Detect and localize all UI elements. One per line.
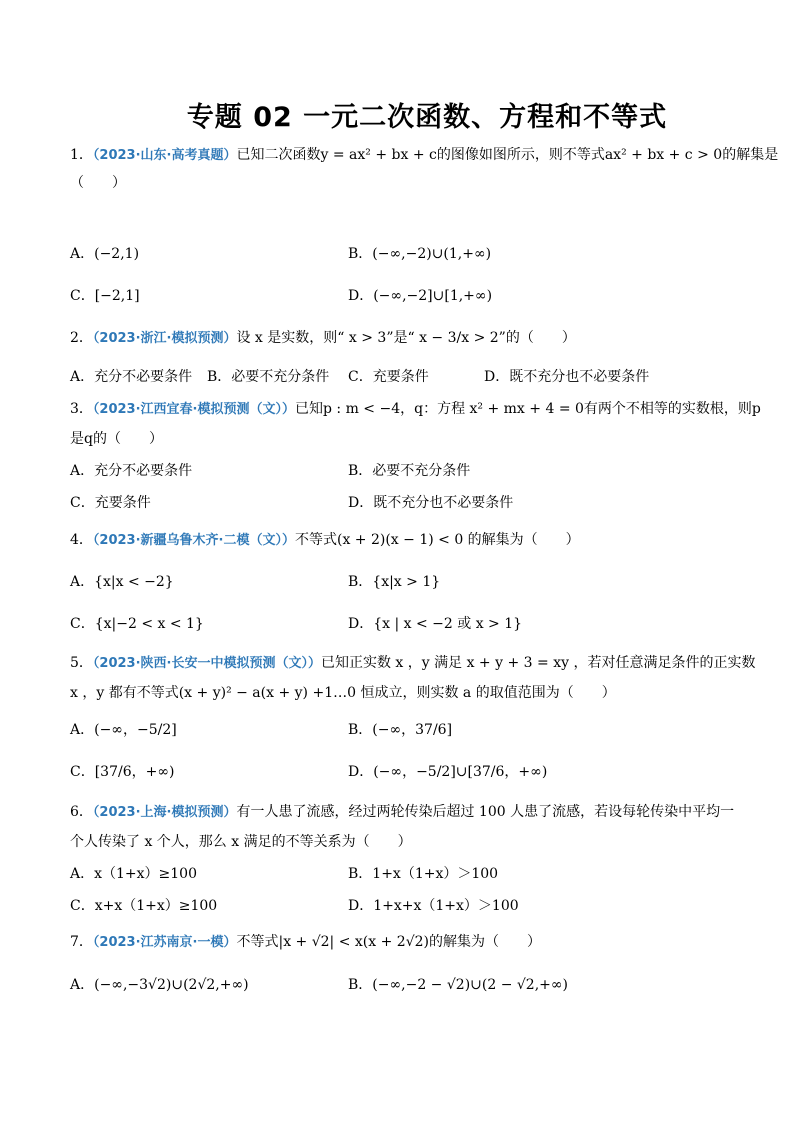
question-4-option-c: C．{x|−2 < x < 1} xyxy=(70,616,204,632)
question-3-option-b: B．必要不充分条件 xyxy=(348,463,471,479)
question-number: 3． xyxy=(70,401,93,417)
question-7-option-a: A．(−∞,−3√2)∪(2√2,+∞) xyxy=(70,977,249,993)
question-2-option-a: A．充分不必要条件 xyxy=(70,369,193,385)
question-source: （2023·山东·高考真题） xyxy=(92,148,237,163)
question-7-option-b: B．(−∞,−2 − √2)∪(2 − √2,+∞) xyxy=(348,977,569,993)
question-5-option-d: D．(−∞，−5/2]∪[37/6，+∞) xyxy=(348,764,548,780)
question-text: 已知正实数 x ，y 满足 x + y + 3 = xy ，若对任意满足条件的正实数 xyxy=(320,655,756,671)
question-6-option-c: C．x+x（1+x）≥100 xyxy=(70,898,218,914)
question-text: 有一人患了流感，经过两轮传染后超过 100 人患了流感，若设每轮传染中平均一 xyxy=(236,804,735,820)
question-number: 6． xyxy=(70,804,93,820)
question-3-option-d: D．既不充分也不必要条件 xyxy=(348,495,514,511)
question-7-stem xyxy=(70,932,541,953)
question-source: （2023·江苏南京·一模） xyxy=(92,935,237,950)
question-3-stem-cont: 是q的（ ） xyxy=(70,431,163,447)
question-6-stem-cont: 个人传染了 x 个人，那么 x 满足的不等关系为（ ） xyxy=(70,834,412,850)
question-1-option-b: B．(−∞,−2)∪(1,+∞) xyxy=(348,246,492,262)
question-text: 不等式|x + √2| < x(x + 2√2)的解集为（ ） xyxy=(236,934,541,950)
question-2-option-d: D．既不充分也不必要条件 xyxy=(484,369,650,385)
question-2-stem xyxy=(70,328,576,349)
question-6-stem xyxy=(70,802,734,823)
question-5-option-b: B．(−∞，37/6] xyxy=(348,722,453,738)
question-source: （2023·陕西·长安一中模拟预测（文）） xyxy=(92,656,321,671)
question-text: 设 x 是实数，则“ x > 3”是“ x − 3/x > 2”的（ ） xyxy=(236,330,576,346)
question-4-stem xyxy=(70,530,580,551)
question-4-option-a: A．{x|x < −2} xyxy=(70,574,174,590)
question-6-option-a: A．x（1+x）≥100 xyxy=(70,866,197,882)
question-number: 1． xyxy=(70,147,93,163)
question-number: 5． xyxy=(70,655,93,671)
question-2-option-b: B．必要不充分条件 xyxy=(207,369,330,385)
question-3-option-a: A．充分不必要条件 xyxy=(70,463,193,479)
question-3-stem xyxy=(70,399,761,420)
question-1-option-c: C．[−2,1] xyxy=(70,288,140,304)
question-number: 4． xyxy=(70,532,93,548)
question-source: （2023·江西宜春·模拟预测（文）） xyxy=(92,402,295,417)
question-5-option-a: A．(−∞，−5/2] xyxy=(70,722,177,738)
question-text: 不等式(x + 2)(x − 1) < 0 的解集为（ ） xyxy=(294,532,580,548)
question-6-option-b: B．1+x（1+x）＞100 xyxy=(348,866,499,882)
question-5-option-c: C．[37/6，+∞) xyxy=(70,764,175,780)
question-1-option-a: A．(−2,1) xyxy=(70,246,140,262)
question-source: （2023·新疆乌鲁木齐·二模（文）） xyxy=(92,533,295,548)
page-title: 专题 02 一元二次函数、方程和不等式 xyxy=(186,102,668,133)
question-text: 已知p : m < −4，q：方程 x² + mx + 4 = 0有两个不相等的实数根，则p xyxy=(294,401,761,417)
question-4-option-b: B．{x|x > 1} xyxy=(348,574,441,590)
question-text: 已知二次函数y = ax² + bx + c的图像如图所示，则不等式ax² + bx + c > 0的解集是 xyxy=(236,147,779,163)
question-source: （2023·上海·模拟预测） xyxy=(92,805,237,820)
question-2-option-c: C．充要条件 xyxy=(348,369,429,385)
question-1-option-d: D．(−∞,−2]∪[1,+∞) xyxy=(348,288,493,304)
question-5-stem xyxy=(70,653,755,674)
question-3-option-c: C．充要条件 xyxy=(70,495,151,511)
question-5-stem-cont: x ，y 都有不等式(x + y)² − a(x + y) +1…0 恒成立，则实数 a 的取值范围为（ ） xyxy=(70,685,616,701)
question-4-option-d: D．{x | x < −2 或 x > 1} xyxy=(348,616,523,632)
question-number: 7． xyxy=(70,934,93,950)
question-6-option-d: D．1+x+x（1+x）＞100 xyxy=(348,898,519,914)
question-number: 2． xyxy=(70,330,93,346)
question-1-stem xyxy=(70,145,778,166)
question-1-stem-cont: （ ） xyxy=(70,175,126,191)
question-source: （2023·浙江·模拟预测） xyxy=(92,331,237,346)
